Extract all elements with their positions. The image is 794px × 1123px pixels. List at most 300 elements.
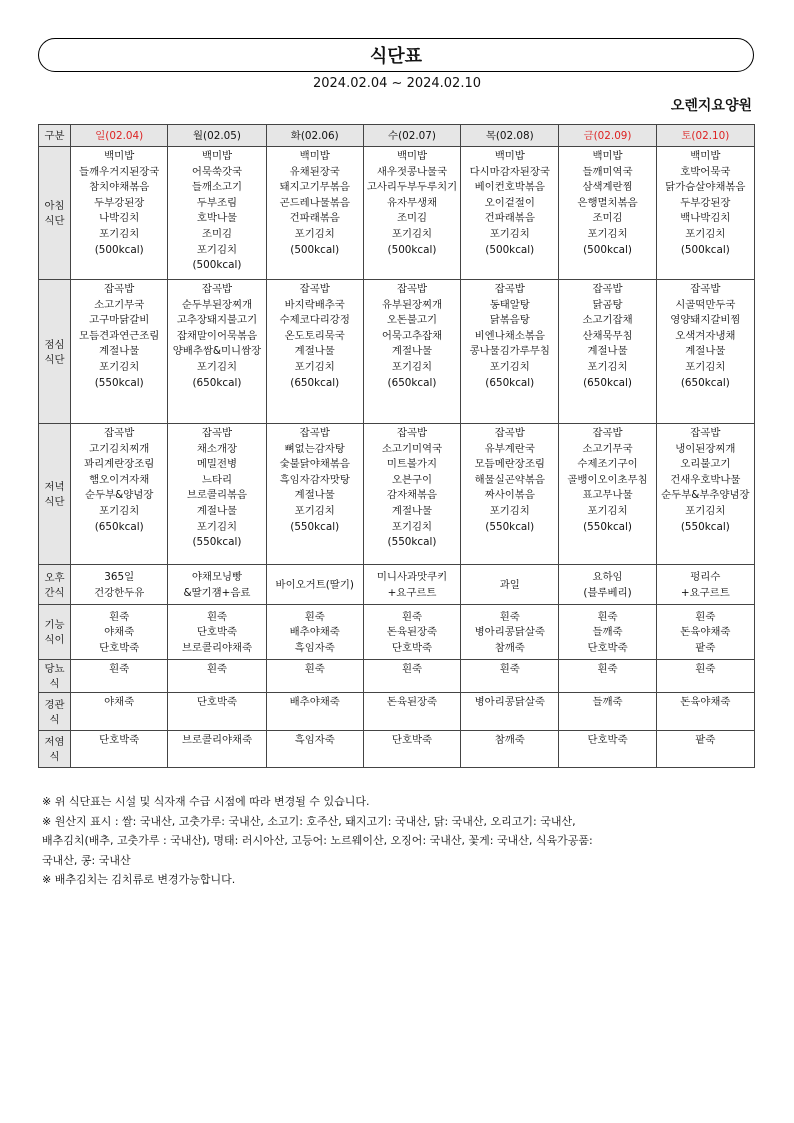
- menu-item: 모듬견과연근조림: [79, 329, 160, 342]
- menu-item: (650kcal): [290, 376, 340, 389]
- menu-item: 단호박죽: [391, 734, 433, 746]
- menu-item: 흰죽: [206, 610, 228, 623]
- menu-item: 건파래볶음: [289, 212, 340, 225]
- row-label-line: 식단: [44, 496, 65, 508]
- menu-item: 산채묵무침: [582, 329, 633, 342]
- menu-item: 오색겨자냉채: [675, 329, 736, 342]
- facility-name: 오렌지요양원: [670, 98, 752, 114]
- menu-item: 단호박죽: [587, 734, 628, 746]
- menu-item: 잡곡밥: [104, 283, 135, 295]
- menu-item: 요하임: [592, 570, 623, 583]
- menu-item: 닭곰탕: [592, 298, 623, 311]
- menu-cell: [363, 565, 460, 605]
- menu-item: (500kcal): [387, 243, 437, 256]
- menu-item: 잡곡밥: [690, 427, 721, 439]
- header-row: [39, 125, 755, 147]
- menu-item: 계절나물: [294, 345, 335, 358]
- row-label-line: 경관: [44, 698, 65, 711]
- menu-item: 잡곡밥: [396, 283, 428, 295]
- menu-item: 고기김치찌개: [89, 442, 150, 455]
- menu-item: 흰죽: [499, 610, 520, 623]
- menu-item: 호박어묵국: [680, 165, 731, 178]
- menu-item: 포기김치: [99, 360, 140, 373]
- menu-cell: [363, 280, 460, 424]
- menu-item: &딸기잼+음료: [183, 586, 251, 599]
- menu-cell: [71, 731, 168, 768]
- menu-item: 잡곡밥: [592, 427, 623, 439]
- menu-item: 두부강된장: [680, 196, 731, 209]
- menu-item: 오이겉절이: [484, 196, 535, 209]
- menu-item: 단호박죽: [99, 734, 140, 746]
- row-label-line: 식: [49, 751, 60, 763]
- menu-item: (500kcal): [680, 243, 730, 256]
- menu-item: 고사리두부두루치기: [366, 181, 458, 194]
- menu-cell: [656, 660, 754, 693]
- corner-cell: 구분: [39, 125, 71, 147]
- menu-cell: [656, 424, 754, 565]
- menu-item: 양배추쌈&미니쌈장: [172, 345, 262, 358]
- menu-item: 수제코다리강정: [279, 314, 350, 327]
- menu-item: 계절나물: [391, 345, 433, 358]
- menu-cell: [363, 424, 460, 565]
- menu-item: 흑임자죽: [294, 641, 335, 654]
- menu-cell: [461, 424, 559, 565]
- menu-item: 돈육된장죽: [386, 626, 438, 639]
- snack-row: [39, 565, 755, 605]
- menu-cell: [71, 147, 168, 280]
- menu-cell: [559, 147, 656, 280]
- menu-cell: [559, 660, 656, 693]
- day-header: 목(02.08): [461, 125, 559, 147]
- row-label: [39, 565, 71, 605]
- menu-item: 은행멸치볶음: [577, 196, 638, 209]
- menu-item: 오리불고기: [680, 458, 731, 471]
- menu-item: (500kcal): [94, 243, 144, 256]
- menu-item: 포기김치: [587, 227, 628, 240]
- menu-item: 베이컨호박볶음: [474, 181, 545, 194]
- row-label-line: 식단: [44, 215, 65, 227]
- menu-item: 백나박김치: [680, 212, 731, 225]
- menu-item: 단호박죽: [196, 696, 238, 708]
- menu-item: 흰죽: [695, 610, 716, 623]
- row-label-line: 저녁: [44, 481, 65, 493]
- menu-item: 펑리수: [690, 570, 721, 583]
- menu-item: 병아리콩닭살죽: [474, 626, 545, 639]
- period-range: 2024.02.04 ~ 2024.02.10: [312, 76, 482, 91]
- menu-item: 돈육야채죽: [680, 696, 731, 708]
- menu-item: 수제조기구이: [577, 458, 638, 471]
- menu-item: 포기김치: [196, 360, 238, 373]
- menu-item: 팥죽: [695, 734, 716, 746]
- menu-cell: [266, 693, 363, 731]
- day-header: 월(02.05): [168, 125, 266, 147]
- menu-item: 들깨소고기: [191, 181, 243, 194]
- menu-item: 과일: [499, 578, 520, 591]
- menu-cell: [363, 693, 460, 731]
- menu-cell: [656, 731, 754, 768]
- menu-item: 햄오이겨자채: [89, 473, 150, 486]
- menu-cell: [71, 280, 168, 424]
- menu-item: 흰죽: [597, 610, 618, 623]
- menu-cell: [266, 565, 363, 605]
- menu-item: 포기김치: [196, 243, 238, 256]
- menu-item: 소고기잡채: [582, 314, 633, 327]
- menu-cell: [168, 605, 266, 660]
- menu-item: 백미밥: [396, 150, 428, 162]
- menu-item: (650kcal): [583, 376, 632, 389]
- notes: [42, 792, 762, 890]
- row-label: [39, 147, 71, 280]
- breakfast-row: [39, 147, 755, 280]
- menu-item: 흑임자죽: [294, 734, 335, 746]
- menu-item: 숯불닭야채볶음: [279, 458, 350, 471]
- menu-cell: [656, 280, 754, 424]
- menu-item: 돈육된장죽: [386, 696, 438, 708]
- menu-item: 고추장돼지불고기: [176, 314, 258, 327]
- menu-item: (블루베리): [583, 586, 632, 599]
- menu-cell: [266, 660, 363, 693]
- menu-item: 돈육야채죽: [680, 626, 731, 639]
- menu-cell: [461, 660, 559, 693]
- menu-item: 잡곡밥: [494, 283, 525, 295]
- menu-item: 브로콜리야채죽: [181, 641, 253, 654]
- page-title: 식단표: [369, 46, 423, 67]
- menu-cell: [168, 565, 266, 605]
- menu-item: 365일: [104, 570, 135, 583]
- menu-item: 냉이된장찌개: [675, 442, 736, 455]
- menu-cell: [656, 605, 754, 660]
- menu-item: 흰죽: [304, 663, 325, 675]
- menu-item: 바이오거트(딸기): [275, 578, 354, 591]
- menu-item: 돼지고기무볶음: [279, 181, 350, 194]
- menu-item: 흰죽: [109, 610, 130, 623]
- menu-item: 잡곡밥: [690, 283, 721, 295]
- dinner-row: [39, 424, 755, 565]
- row-label: [39, 693, 71, 731]
- lunch-row: [39, 280, 755, 424]
- menu-item: (550kcal): [680, 520, 730, 533]
- row-label-line: 저염: [44, 736, 65, 748]
- menu-item: (550kcal): [290, 520, 340, 533]
- menu-item: 건강한두유: [94, 586, 145, 599]
- menu-item: 배추야채죽: [289, 696, 340, 708]
- menu-item: 순두부&부추양념장: [661, 489, 750, 502]
- menu-item: 짜사이볶음: [484, 489, 535, 502]
- menu-item: +요구르트: [680, 586, 730, 599]
- menu-item: 오돈불고기: [386, 314, 438, 327]
- menu-item: 순두부된장찌개: [181, 298, 253, 311]
- menu-item: 잡곡밥: [494, 427, 525, 439]
- menu-cell: [461, 565, 559, 605]
- menu-cell: [363, 660, 460, 693]
- menu-item: 소고기미역국: [381, 442, 443, 455]
- row-label: [39, 660, 71, 693]
- menu-item: 잡곡밥: [299, 283, 330, 295]
- menu-item: 포기김치: [294, 504, 335, 517]
- menu-cell: [71, 565, 168, 605]
- menu-item: 포기김치: [391, 520, 433, 533]
- menu-item: 흰죽: [109, 663, 130, 675]
- note-line: ※ 배추김치는 김치류로 변경가능합니다.: [42, 873, 236, 886]
- menu-cell: [461, 605, 559, 660]
- day-header: 화(02.06): [266, 125, 363, 147]
- menu-item: 채소개장: [196, 442, 238, 455]
- menu-cell: [266, 424, 363, 565]
- menu-cell: [461, 147, 559, 280]
- menu-cell: [168, 424, 266, 565]
- menu-cell: [559, 693, 656, 731]
- menu-item: (550kcal): [485, 520, 535, 533]
- row-label: [39, 424, 71, 565]
- menu-cell: [559, 731, 656, 768]
- menu-cell: [559, 424, 656, 565]
- menu-item: 들깨우거지된장국: [79, 165, 160, 178]
- menu-item: 표고무나물: [582, 489, 633, 502]
- menu-item: 병아리콩닭살죽: [474, 696, 545, 708]
- menu-item: 비엔나채소볶음: [474, 329, 545, 342]
- menu-item: 어묵쑥갓국: [191, 165, 243, 178]
- menu-item: 포기김치: [196, 520, 238, 533]
- menu-item: 포기김치: [685, 227, 726, 240]
- menu-item: 영양돼지갈비찜: [670, 314, 741, 327]
- day-header: 토(02.10): [656, 125, 754, 147]
- menu-item: 건새우호박나물: [670, 473, 741, 486]
- row-label-line: 식: [49, 713, 60, 726]
- menu-cell: [461, 280, 559, 424]
- menu-item: 흰죽: [499, 663, 520, 675]
- row-label-line: 아침: [44, 200, 65, 212]
- menu-cell: [168, 280, 266, 424]
- menu-item: 흰죽: [401, 610, 423, 623]
- menu-item: 참깨죽: [494, 734, 525, 746]
- menu-item: 브로콜리볶음: [186, 489, 248, 502]
- menu-item: 꽈리계란장조림: [84, 458, 155, 471]
- menu-item: 흰죽: [597, 663, 618, 675]
- menu-item: 잡채말이어묵볶음: [176, 329, 258, 342]
- menu-item: 동태알탕: [489, 298, 530, 311]
- functional-row: [39, 605, 755, 660]
- menu-item: (650kcal): [485, 376, 535, 389]
- menu-item: 나박김치: [99, 212, 140, 225]
- row-label: [39, 280, 71, 424]
- menu-table: [38, 124, 755, 768]
- menu-item: 건파래볶음: [484, 212, 535, 225]
- menu-item: 감자채볶음: [386, 489, 438, 502]
- menu-item: 삼색계란찜: [582, 181, 633, 194]
- menu-item: (650kcal): [387, 376, 437, 389]
- menu-cell: [656, 147, 754, 280]
- menu-item: 포기김치: [294, 227, 335, 240]
- menu-cell: [559, 605, 656, 660]
- menu-item: (550kcal): [94, 376, 144, 389]
- menu-item: 들깨죽: [592, 626, 623, 639]
- row-label-line: 점심: [44, 338, 65, 351]
- menu-cell: [266, 147, 363, 280]
- lowsalt-row: [39, 731, 755, 768]
- day-header: 금(02.09): [559, 125, 656, 147]
- menu-item: 들깨미역국: [582, 165, 633, 178]
- row-label-line: 간식: [44, 586, 65, 599]
- menu-cell: [559, 565, 656, 605]
- menu-item: 백미밥: [592, 150, 623, 162]
- menu-item: 곤드레나물볶음: [279, 196, 350, 209]
- menu-item: 시골떡만두국: [675, 298, 736, 311]
- menu-item: 계절나물: [587, 345, 628, 358]
- menu-item: 팥죽: [695, 641, 716, 654]
- menu-item: 닭볶음탕: [489, 314, 530, 327]
- menu-item: 유부계란국: [484, 442, 535, 455]
- menu-item: 계절나물: [294, 489, 335, 502]
- menu-item: 흰죽: [695, 663, 716, 675]
- row-label: [39, 605, 71, 660]
- menu-item: 유자무생채: [386, 196, 438, 209]
- menu-item: 단호박죽: [391, 641, 433, 654]
- menu-item: 유부된장찌개: [381, 298, 443, 311]
- menu-cell: [71, 660, 168, 693]
- menu-item: (500kcal): [192, 259, 242, 272]
- menu-item: (500kcal): [485, 243, 535, 256]
- menu-cell: [168, 147, 266, 280]
- day-header: 수(02.07): [363, 125, 460, 147]
- menu-item: (650kcal): [680, 376, 730, 389]
- menu-item: (650kcal): [192, 376, 242, 389]
- menu-item: 백미밥: [690, 150, 721, 162]
- menu-cell: [71, 605, 168, 660]
- menu-item: 포기김치: [587, 504, 628, 517]
- menu-item: 조미김: [396, 212, 428, 225]
- menu-item: 메밀전병: [196, 458, 238, 471]
- note-line: 배추김치(배추, 고춧가루 : 국내산), 명태: 러시아산, 고등어: 노르웨이산, 오징어: 국내산, 꽃게: 국내산, 식육가공품:: [42, 834, 593, 847]
- row-label-line: 식이: [44, 634, 65, 646]
- menu-item: 잡곡밥: [201, 283, 233, 295]
- menu-item: 호박나물: [196, 212, 238, 225]
- menu-cell: [266, 605, 363, 660]
- menu-cell: [363, 605, 460, 660]
- menu-item: (500kcal): [290, 243, 340, 256]
- menu-item: 백미밥: [104, 150, 135, 162]
- menu-item: 포기김치: [685, 504, 726, 517]
- menu-item: 잡곡밥: [201, 427, 233, 439]
- menu-item: 백미밥: [299, 150, 330, 162]
- menu-item: 포기김치: [685, 360, 726, 373]
- menu-item: 고구마닭갈비: [89, 314, 150, 327]
- menu-item: 포기김치: [391, 360, 433, 373]
- menu-item: 해물실곤약볶음: [474, 473, 545, 486]
- menu-item: 포기김치: [294, 360, 335, 373]
- menu-item: 잡곡밥: [299, 427, 330, 439]
- menu-item: 모듬메란장조림: [474, 458, 545, 471]
- menu-item: 계절나물: [196, 504, 238, 517]
- menu-item: (550kcal): [583, 520, 632, 533]
- menu-item: 단호박죽: [196, 626, 238, 639]
- menu-cell: [363, 731, 460, 768]
- menu-item: 계절나물: [99, 345, 140, 358]
- menu-item: 포기김치: [99, 504, 140, 517]
- menu-item: 다시마감자된장국: [469, 165, 550, 178]
- menu-item: 소고기무국: [94, 298, 145, 311]
- menu-item: 조미김: [201, 227, 233, 240]
- row-label-line: 식단: [44, 353, 65, 366]
- menu-item: 오븐구이: [391, 473, 433, 486]
- menu-item: 잡곡밥: [592, 283, 623, 295]
- menu-item: 야채죽: [104, 626, 135, 639]
- menu-cell: [168, 660, 266, 693]
- row-label-line: 식: [49, 678, 60, 690]
- tube-row: [39, 693, 755, 731]
- menu-item: 단호박죽: [99, 641, 140, 654]
- menu-item: 온도토리묵국: [284, 329, 345, 342]
- note-line: ※ 위 식단표는 시설 및 식자재 수급 시점에 따라 변경될 수 있습니다.: [42, 795, 370, 808]
- menu-item: 두부강된장: [94, 196, 145, 209]
- menu-item: 포기김치: [489, 360, 530, 373]
- menu-item: 포기김치: [489, 504, 530, 517]
- menu-cell: [461, 693, 559, 731]
- menu-item: 흰죽: [304, 610, 325, 623]
- menu-item: 조미김: [592, 212, 623, 225]
- menu-item: 포기김치: [99, 227, 140, 240]
- menu-item: 콩나물김가루무침: [469, 345, 550, 358]
- menu-item: 순두부&양념장: [85, 489, 154, 502]
- menu-item: 어묵고추잡채: [381, 329, 443, 342]
- menu-item: (550kcal): [387, 536, 437, 549]
- row-label-line: 오후: [44, 571, 65, 584]
- menu-cell: [656, 565, 754, 605]
- title-box: [38, 38, 754, 72]
- menu-item: 들깨죽: [592, 696, 623, 708]
- menu-item: 단호박죽: [587, 641, 628, 654]
- row-label-line: 기능: [44, 619, 65, 631]
- menu-item: 미트볼가지: [386, 458, 438, 471]
- menu-cell: [168, 731, 266, 768]
- menu-item: 참깨죽: [494, 641, 525, 654]
- diabetic-row: [39, 660, 755, 693]
- menu-item: 포기김치: [391, 227, 433, 240]
- menu-item: 흰죽: [206, 663, 228, 675]
- menu-item: (500kcal): [583, 243, 632, 256]
- menu-cell: [363, 147, 460, 280]
- menu-item: 유채된장국: [289, 165, 340, 178]
- menu-item: 느타리: [201, 473, 233, 486]
- menu-item: 참치야채볶음: [89, 181, 150, 194]
- menu-item: 흰죽: [401, 663, 423, 675]
- menu-item: 배추야채죽: [289, 626, 340, 639]
- menu-cell: [71, 424, 168, 565]
- day-header: 일(02.04): [71, 125, 168, 147]
- menu-item: 잡곡밥: [104, 427, 135, 439]
- menu-item: 야채모닝빵: [191, 570, 243, 583]
- menu-item: 닭가슴살야채볶음: [665, 181, 746, 194]
- menu-item: +요구르트: [387, 586, 437, 599]
- note-line: 국내산, 콩: 국내산: [42, 853, 131, 867]
- menu-item: 계절나물: [685, 345, 726, 358]
- menu-item: 두부조림: [196, 196, 238, 209]
- menu-item: (650kcal): [94, 520, 144, 533]
- menu-cell: [461, 731, 559, 768]
- menu-item: 바지락배추국: [284, 298, 345, 311]
- menu-cell: [168, 693, 266, 731]
- menu-item: 뼈없는감자탕: [284, 442, 345, 455]
- menu-item: 백미밥: [494, 150, 525, 162]
- menu-item: 포기김치: [587, 360, 628, 373]
- menu-item: 야채죽: [104, 696, 135, 708]
- menu-item: 미니사과맛쿠키: [376, 570, 448, 583]
- row-label: [39, 731, 71, 768]
- menu-cell: [656, 693, 754, 731]
- menu-item: 계절나물: [391, 504, 433, 517]
- menu-item: 브로콜리야채죽: [181, 734, 253, 746]
- menu-item: 소고기무국: [582, 442, 633, 455]
- menu-item: 포기김치: [489, 227, 530, 240]
